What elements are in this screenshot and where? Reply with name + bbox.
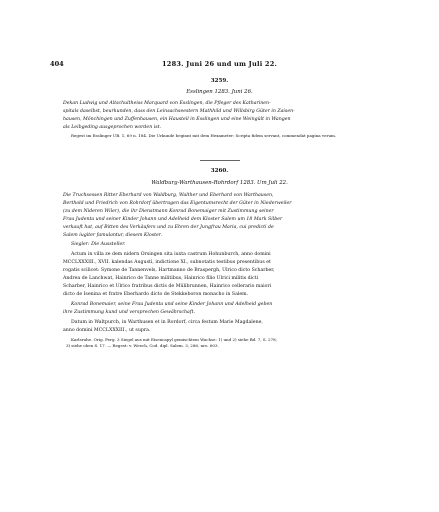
doc2-latin-line: Scharber, Hainrico et Ulrico fratribus dictis de Mülibrunnen, Hainrico cellerario maiori — [63, 284, 272, 289]
doc2-intro-line: (zu dem Nideren Wiler), die ihr Dienstmann Konrad Bonemaiger mit Zustimmung seiner — [63, 209, 274, 214]
page-number: 404 — [50, 60, 64, 68]
doc1-summary-line: als Leibgeding ausgeprochen worden ist. — [63, 125, 161, 130]
doc2-datum-line: Datum in Waltpurch, in Warthusen et in Rordorf, circa festum Marie Magdalene, — [71, 320, 263, 325]
doc2-latin-line: dicto de Isenina et fratre Eberhardo dicto de Stekkeboron monacho in Salem. — [63, 292, 249, 297]
doc2-latin-line: MCCLXXXIII., XVII. kalendas Augusti, indictione XI., subnotatis testibus presentibus et — [63, 260, 271, 265]
doc-number-3260: 3260. — [210, 168, 229, 174]
doc2-intro-line: verkauft hat, auf Bitten des Verkäufers und zu Ehren der Jungfrau Maria, cui predicti de — [63, 225, 274, 230]
running-header: 1283. Juni 26 und um Juli 22. — [162, 60, 277, 68]
doc2-intro-line: Berthold und Friedrich von Rohrdorf übertragen das Eigentumsrecht der Güter in Niederweiler — [63, 201, 292, 206]
doc1-summary-line: spitals daselbst, beurkunden, dass den Leinsachseestern Mathhild und Willsbirg Güter in Zaisen- — [63, 109, 295, 114]
doc2-intro-line: Die Truchsessen Ritter Eberhard von Waldburg, Walther und Eberhard von Warthausen, — [63, 193, 274, 198]
doc1-summary-line: hausen, Mönchingen und Zuffenhausen, ein Hausteil in Esslingen und eine Weingült in Wangen — [63, 117, 291, 122]
doc1-summary-line: Dekan Ludwig und Altschultheiss Marquard von Esslingen, die Pfleger des Katharinen- — [63, 101, 271, 106]
doc2-note-line: 3) siehe oben S. 17. — Regest: v. Weech, Cod. dipl. Salem. 3, 286, nro. 603. — [66, 343, 219, 348]
doc-number-3259: 3259. — [210, 78, 229, 84]
doc2-intro-line: Salem iugiter famulantur, diesem Kloster. — [63, 233, 163, 238]
doc2-latin-line: rogatis scilicet: Symone de Tannenvels, Hartmanno de Braspergh, Ulrico dicto Scharber, — [63, 268, 275, 273]
doc2-konrad-line: Konrad Bonemaier, seine Frau Judenta und seine Kinder Johann und Adelheid geben — [71, 302, 273, 307]
doc2-datum-line: anno domini MCCLXXXIII., ut supra. — [63, 328, 151, 333]
doc2-intro-line: Frau Judenta und seiner Kinder Johann und Adelheid dem Kloster Salem um 18 Mark Silber — [63, 217, 283, 222]
doc2-latin-line: Andrea de Lanchwat, Hainrico de Tanne militibus, Hainrico filio Ulrici militis dicti — [63, 276, 259, 281]
doc-place-date-3259: Esslingen 1283. Juni 26. — [186, 89, 253, 95]
doc2-latin-line: Actum in villa ze dem nidern Orsingen sita iuxta castrum Hohunburch, anno domini — [71, 252, 271, 257]
section-divider — [200, 160, 240, 161]
doc2-note-line: Karlsruhe. Orig. Perg. 3 Siegel aus mit Eisencapyl gemischtem Wachse: 1) und 2) siehe Bd. 7, S. 278; — [71, 337, 277, 342]
doc2-konrad-line: ihre Zustimmung kund und versprechen Gewährschaft. — [63, 310, 195, 315]
doc1-note: Regest im Esslinger UB. 1, 69 n. 184. Die Urkunde beginnt mit dem Hexameter: Scripta fidem servant, commendat pagina verum. — [71, 133, 337, 138]
doc2-siegler: Siegler: Die Aussteller. — [71, 242, 126, 247]
doc-place-date-3260: Waldburg-Warthausen-Rohrdorf 1283. Um Juli 22. — [151, 180, 288, 186]
